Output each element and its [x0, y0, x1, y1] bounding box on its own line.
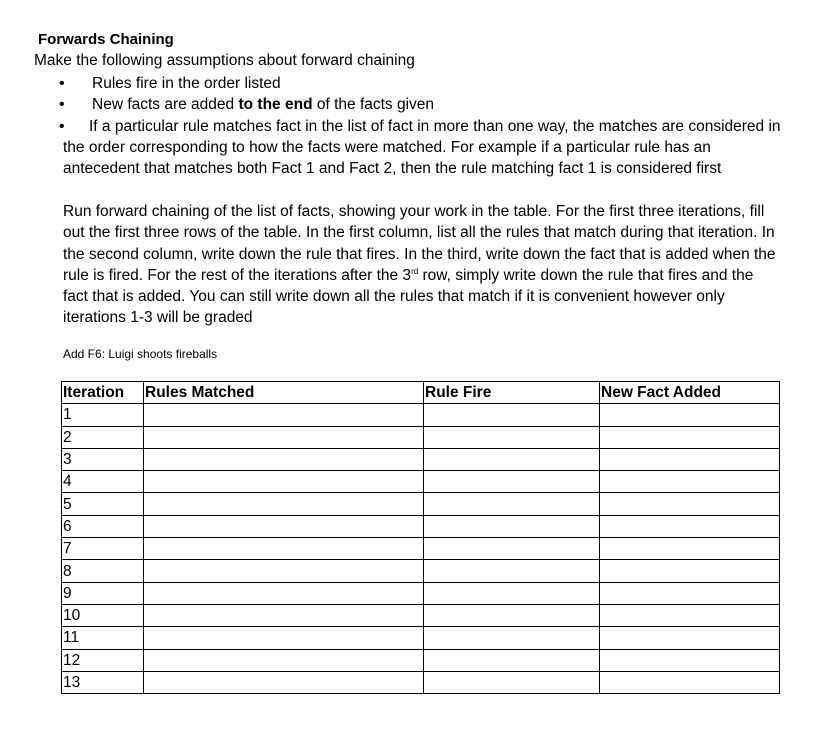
assumption-text: Rules fire in the order listed — [92, 75, 281, 92]
new-fact-cell[interactable] — [600, 448, 780, 470]
new-fact-cell[interactable] — [600, 426, 780, 448]
iteration-cell: 5 — [62, 493, 144, 515]
rule-fire-cell[interactable] — [424, 404, 600, 426]
iteration-cell: 7 — [62, 538, 144, 560]
new-fact-cell[interactable] — [600, 471, 780, 493]
table-row — [62, 538, 780, 560]
rules-matched-cell[interactable] — [144, 560, 424, 582]
section-title: Forwards Chaining — [38, 31, 174, 48]
rules-matched-cell[interactable] — [144, 471, 424, 493]
rules-matched-cell[interactable] — [144, 493, 424, 515]
new-fact-cell[interactable] — [600, 515, 780, 537]
rule-fire-cell[interactable] — [424, 582, 600, 604]
new-fact-cell[interactable] — [600, 649, 780, 671]
rules-matched-cell[interactable] — [144, 649, 424, 671]
iteration-cell: 9 — [62, 582, 144, 604]
assumption-list — [59, 73, 783, 179]
rule-fire-cell[interactable] — [424, 515, 600, 537]
table-header-row — [62, 382, 780, 404]
rules-matched-cell[interactable] — [144, 426, 424, 448]
bullet-icon: • — [59, 75, 65, 92]
rules-matched-cell[interactable] — [144, 404, 424, 426]
rule-fire-cell[interactable] — [424, 671, 600, 693]
bullet-icon: • — [59, 96, 65, 114]
table-row — [62, 582, 780, 604]
iteration-cell: 13 — [62, 671, 144, 693]
new-fact-cell[interactable] — [600, 538, 780, 560]
iteration-cell: 10 — [62, 604, 144, 626]
added-fact-note: Add F6: Luigi shoots fireballs — [63, 347, 218, 361]
table-row — [62, 448, 780, 470]
table-row — [62, 671, 780, 693]
table-row — [62, 604, 780, 626]
table-row — [62, 426, 780, 448]
assumption-text: of the facts given — [312, 96, 435, 114]
rules-matched-cell[interactable] — [144, 538, 424, 560]
table-row — [62, 404, 780, 426]
new-fact-cell[interactable] — [600, 582, 780, 604]
table-row — [62, 515, 780, 537]
header-rules-matched: Rules Matched — [144, 382, 424, 404]
table-row — [62, 649, 780, 671]
rules-matched-cell[interactable] — [144, 448, 424, 470]
iteration-cell: 6 — [62, 515, 144, 537]
rule-fire-cell[interactable] — [424, 471, 600, 493]
assumption-item-order — [59, 73, 783, 94]
header-iteration: Iteration — [62, 382, 144, 404]
assumption-item-new-facts — [59, 94, 783, 115]
table-body — [62, 404, 780, 694]
table-row — [62, 493, 780, 515]
header-rule-fire: Rule Fire — [424, 382, 600, 404]
iteration-cell: 4 — [62, 471, 144, 493]
instructions-paragraph — [63, 201, 778, 329]
rule-fire-cell[interactable] — [424, 604, 600, 626]
rule-fire-cell[interactable] — [424, 649, 600, 671]
table-row — [62, 627, 780, 649]
iteration-cell: 12 — [62, 649, 144, 671]
iteration-cell: 2 — [62, 426, 144, 448]
assumption-emphasis: to the end — [238, 96, 313, 114]
instructions-text-continued: row, simply write down the rule that fires and the fact that is added. You can still write down all the rules that match if it is convenient however only iterations 1-3 will be graded — [63, 266, 754, 327]
assumption-text: New facts are added — [92, 96, 239, 114]
table-row — [62, 471, 780, 493]
intro-text: Make the following assumptions about forward chaining — [34, 52, 415, 69]
new-fact-cell[interactable] — [600, 604, 780, 626]
iteration-cell: 8 — [62, 560, 144, 582]
rule-fire-cell[interactable] — [424, 627, 600, 649]
chaining-table — [61, 381, 780, 694]
rule-fire-cell[interactable] — [424, 493, 600, 515]
instructions-text: Run forward chaining of the list of facts, showing your work in the table. For the first three iterations, fill out the first three rows of the table. In the first column, list all the rules that match during that iteration. In the second column, write down the rule that fires. In the third, write down the fact that is added when the rule is fired. For the rest of the iterations after the 3 — [63, 203, 776, 284]
bullet-icon: • — [59, 117, 65, 135]
rules-matched-cell[interactable] — [144, 627, 424, 649]
rule-fire-cell[interactable] — [424, 426, 600, 448]
rule-fire-cell[interactable] — [424, 448, 600, 470]
header-new-fact: New Fact Added — [600, 382, 780, 404]
rule-fire-cell[interactable] — [424, 560, 600, 582]
new-fact-cell[interactable] — [600, 493, 780, 515]
assumption-text: If a particular rule matches fact in the list of fact in more than one way, the matches are considered in the order corresponding to how the facts were matched. For example if a particular rule has an antecedent that matches both Fact 1 and Fact 2, then the rule matching fact 1 is considered first — [63, 117, 781, 178]
iteration-cell: 11 — [62, 627, 144, 649]
rules-matched-cell[interactable] — [144, 671, 424, 693]
ordinal-suffix: rd — [411, 266, 419, 276]
rules-matched-cell[interactable] — [144, 604, 424, 626]
assumption-item-match-order — [59, 116, 783, 180]
new-fact-cell[interactable] — [600, 627, 780, 649]
new-fact-cell[interactable] — [600, 671, 780, 693]
new-fact-cell[interactable] — [600, 404, 780, 426]
rule-fire-cell[interactable] — [424, 538, 600, 560]
new-fact-cell[interactable] — [600, 560, 780, 582]
rules-matched-cell[interactable] — [144, 582, 424, 604]
rules-matched-cell[interactable] — [144, 515, 424, 537]
iteration-cell: 3 — [62, 448, 144, 470]
table-row — [62, 560, 780, 582]
iteration-cell: 1 — [62, 404, 144, 426]
